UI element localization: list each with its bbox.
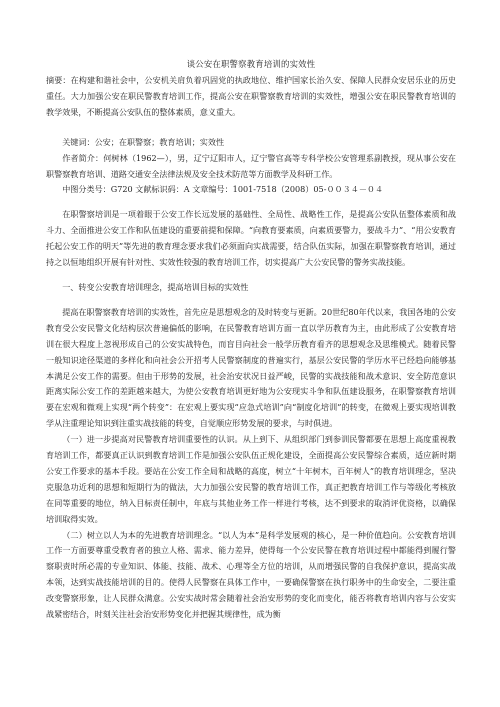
body-paragraph: 提高在职警察教育培训的实效性，首先应是思想观念的及时转变与更新。20世纪80年代以来，我国各地的公安教育受公安民警文化结构层次普遍偏低的影响，在民警教育培训方面一直以学历教育为主，由此形成了公安教育培训在很大程度上忽视形成自己的公安实战特色，而盲目向社会一般学历教育看齐的思想观念及思维模式。随着民警一般知识途径渠道的多样化和向社会公开招考人民警察制度的普遍实行，基层公安民警的学历水平已经趋向能够基本满足公安工作的需要。但由于形势的发展，社会治安状况日益严峻，民警的实战技能和战术意识、安全防范意识距离实际公安工作的差距越来越大，为使公安教育培训更好地为公安现实斗争和队伍建设服务，在职警察教育培训要在宏观和微观上实现“两个转变”：在宏观上要实现“应急式培训”向“制度化培训”的转变，在微观上要实现培训教学从注重理论知识到注重实战技能的转变，自觉顺应形势发展的要求，与时俱进。 (46, 306, 456, 429)
keywords: 关键词：公安；在职警察；教育培训；实效性 (62, 136, 225, 147)
document-title: 谈公安在职警察教育培训的实效性 (186, 59, 316, 69)
intro-paragraph: 在职警察培训是一项着眼于公安工作长远发展的基础性、全局性、战略性工作，是提高公安队伍整体素质和战斗力、全面推进公安工作和队伍建设的重要前提和保障。“向教育要素质，向素质要警力，要战斗力”、“用公安教育托起公安工作的明天”等先进的教育理念要求我们必须面向实战需要，结合队伍实际，加强在职警察教育培训，通过持之以恒地组织开展有针对性、实效性较强的教育培训工作，切实提高广大公安民警的警务实战技能。 (46, 209, 456, 268)
classification-line: 中图分类号：G720 文献标识码：A 文章编号：1001-7518（2008）05-００３４－０４ (62, 184, 384, 195)
spacer (46, 198, 456, 207)
section-heading: 一、转变公安教育培训理念，提高培训目标的实效性 (62, 281, 249, 292)
abstract: 摘要：在构建和谐社会中，公安机关肩负着巩固党的执政地位、维护国家长治久安、保障人民群众安居乐业的历史重任。大力加强公安在职民警教育培训工作，提高公安在职警察教育培训的实效性，增强公安在职民警教育培训的教学效果，不断提高公安队伍的整体素质，意义重大。 (46, 75, 456, 117)
spacer (46, 296, 456, 305)
spacer (46, 271, 456, 280)
spacer (46, 121, 456, 135)
subsection-paragraph: （二）树立以人为本的先进教育培训理念。“以人为本”是科学发展观的核心，是一种价值趋向。公安教育培训工作一方面要尊重受教育者的独立人格、需求、能力差异，使得每一个公安民警在教育培训过程中都能得到履行警察职责时所必需的专业知识、体能、技能、战术、心理等全方位的培训，从而增强民警的自我保护意识，提高实战本领，达到实战技能培训的目的。使得人民警察在具体工作中，一要确保警察在执行职务中的生命安全，二要注重改变警察形象，让人民群众满意。公安实战时常会随着社会治安形势的变化而变化，能否将教育培训内容与公安实战紧密结合，时刻关注社会治安形势变化并把握其规律性，成为衡 (46, 529, 456, 620)
subsection-paragraph: （一）进一步提高对民警教育培训重要性的认识。从上到下、从组织部门到参训民警都要在思想上高度重视教育培训工作，都要真正认识到教育培训工作是加强公安队伍正规化建设，全面提高公安民警综合素质，适应新时期公安工作要求的基本手段。要站在公安工作全局和战略的高度，树立“十年树木，百年树人”的教育培训理念，坚决克服急功近利的思想和短期行为的做法，大力加强公安民警的教育培训工作，真正把教育培训工作与等级化考核放在同等重要的地位，纳入目标责任制中，年底与其他业务工作一样进行考核，达不到要求的取消评优资格，以确保培训取得实效。 (46, 434, 456, 524)
author-info: 作者简介：何树林（1962—），男，辽宁辽阳市人，辽宁警官高等专科学校公安管理系副教授，现从事公安在职警察教育培训、道路交通安全法律法规及安全技术防范等方面教学及科研工作。 (46, 152, 456, 179)
